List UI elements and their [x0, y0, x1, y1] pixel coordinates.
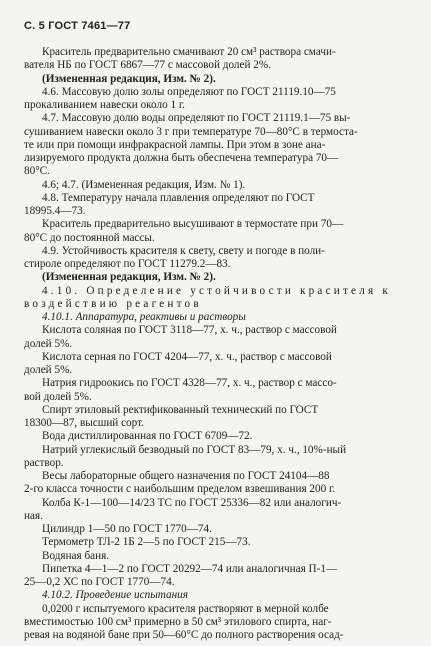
text-line: 4.10.2. Проведение испытания	[42, 589, 188, 602]
text-line: Водяная баня.	[42, 549, 110, 562]
text-line: 18300—87, высший сорт.	[24, 417, 144, 429]
text-line: долей 5%.	[24, 337, 73, 350]
text-line: (Измененная редакция, Изм. № 2).	[42, 72, 216, 85]
text-line: Кислота соляная по ГОСТ 3118—77, х. ч., раствор с массовой	[42, 324, 337, 337]
text-line: ная.	[24, 509, 43, 522]
text-line: 80°С.	[24, 165, 50, 178]
text-line: Натрия гидроокись по ГОСТ 4328—77, х. ч., раствор с массо-	[42, 377, 337, 390]
text-line: лизируемого продукта должна быть обеспечена температура 70—	[24, 152, 339, 164]
text-line: долей 5%.	[24, 364, 73, 376]
text-line: 2-го класса точности с наибольшим пределом взвешивания 200 г.	[24, 483, 336, 496]
text-line: (Измененная редакция, Изм. № 2).	[42, 271, 216, 284]
text-line: 4.10.1. Аппаратура, реактивы и растворы	[42, 311, 246, 323]
text-line: сушиванием навески около 3 г при температуре 70—80°С в термоста-	[24, 125, 358, 138]
text-line: ревая на водяной бане при 50—60°С до полного растворения осад-	[24, 629, 344, 641]
text-line: Цилиндр 1—50 по ГОСТ 1770—74.	[42, 523, 212, 535]
text-line: 4.10. Определение устойчивости красителя к	[42, 284, 391, 297]
text-line: 4.6. Массовую долю золы определяют по ГОСТ 21119.10—75	[42, 85, 336, 98]
text-line: раствор.	[24, 456, 64, 469]
text-line: Пипетка 4—1—2 по ГОСТ 20292—74 или аналогичная П-1—	[42, 562, 338, 575]
text-line: воздействию реагентов	[24, 297, 202, 310]
text-line: Краситель предварительно высушивают в термостате при 70—	[42, 218, 344, 231]
document-body	[24, 46, 405, 642]
text-line: Краситель предварительно смачивают 20 см³ раствора смачи-	[42, 46, 336, 58]
text-line: Колба К-1—100—14/23 ТС по ГОСТ 25336—82 или аналогич-	[42, 496, 342, 509]
text-line: 4.7. Массовую долю воды определяют по ГОСТ 21119.1—75 вы-	[42, 112, 351, 125]
text-line: 80°С до постоянной массы.	[24, 231, 155, 244]
text-line: вместимостью 100 см³ примерно в 50 см³ этилового спирта, наг-	[24, 615, 332, 628]
text-line: 0,0200 г испытуемого красителя растворяют в мерной колбе	[42, 602, 329, 615]
page-header: С. 5 ГОСТ 7461—77	[24, 20, 131, 32]
text-line: стироле определяют по ГОСТ 11279.2—83.	[24, 258, 231, 270]
text-line: Спирт этиловый ректификованный технический по ГОСТ	[42, 403, 319, 416]
text-line: Вода дистиллированная по ГОСТ 6709—72.	[42, 430, 253, 443]
text-line: Кислота серная по ГОСТ 4204—77, х. ч., раствор с массовой	[42, 350, 332, 363]
text-line: прокаливанием навески около 1 г.	[24, 99, 185, 111]
text-line: Термометр ТЛ-2 1Б 2—5 по ГОСТ 215—73.	[42, 536, 251, 549]
text-line: 18995.4—73.	[24, 205, 86, 217]
text-line: 25—0,2 ХС по ГОСТ 1770—74.	[24, 576, 175, 588]
text-line: вой долей 5%.	[24, 390, 92, 403]
text-line: те или при помощи инфракрасной лампы. При этом в зоне ана-	[24, 138, 326, 151]
text-line: Натрий углекислый безводный по ГОСТ 83—79, х. ч., 10%-ный	[42, 443, 347, 456]
text-line: 4.6; 4.7. (Измененная редакция, Изм. № 1).	[42, 178, 246, 191]
text-line: вателя НБ по ГОСТ 6867—77 с массовой долей 2%.	[24, 59, 271, 72]
text-line: 4.8. Температуру начала плавления определяют по ГОСТ	[42, 191, 315, 204]
text-line: 4.9. Устойчивость красителя к свету, свету и погоде в поли-	[42, 244, 325, 257]
text-line: Весы лабораторные общего назначения по ГОСТ 24104—88	[42, 470, 330, 482]
